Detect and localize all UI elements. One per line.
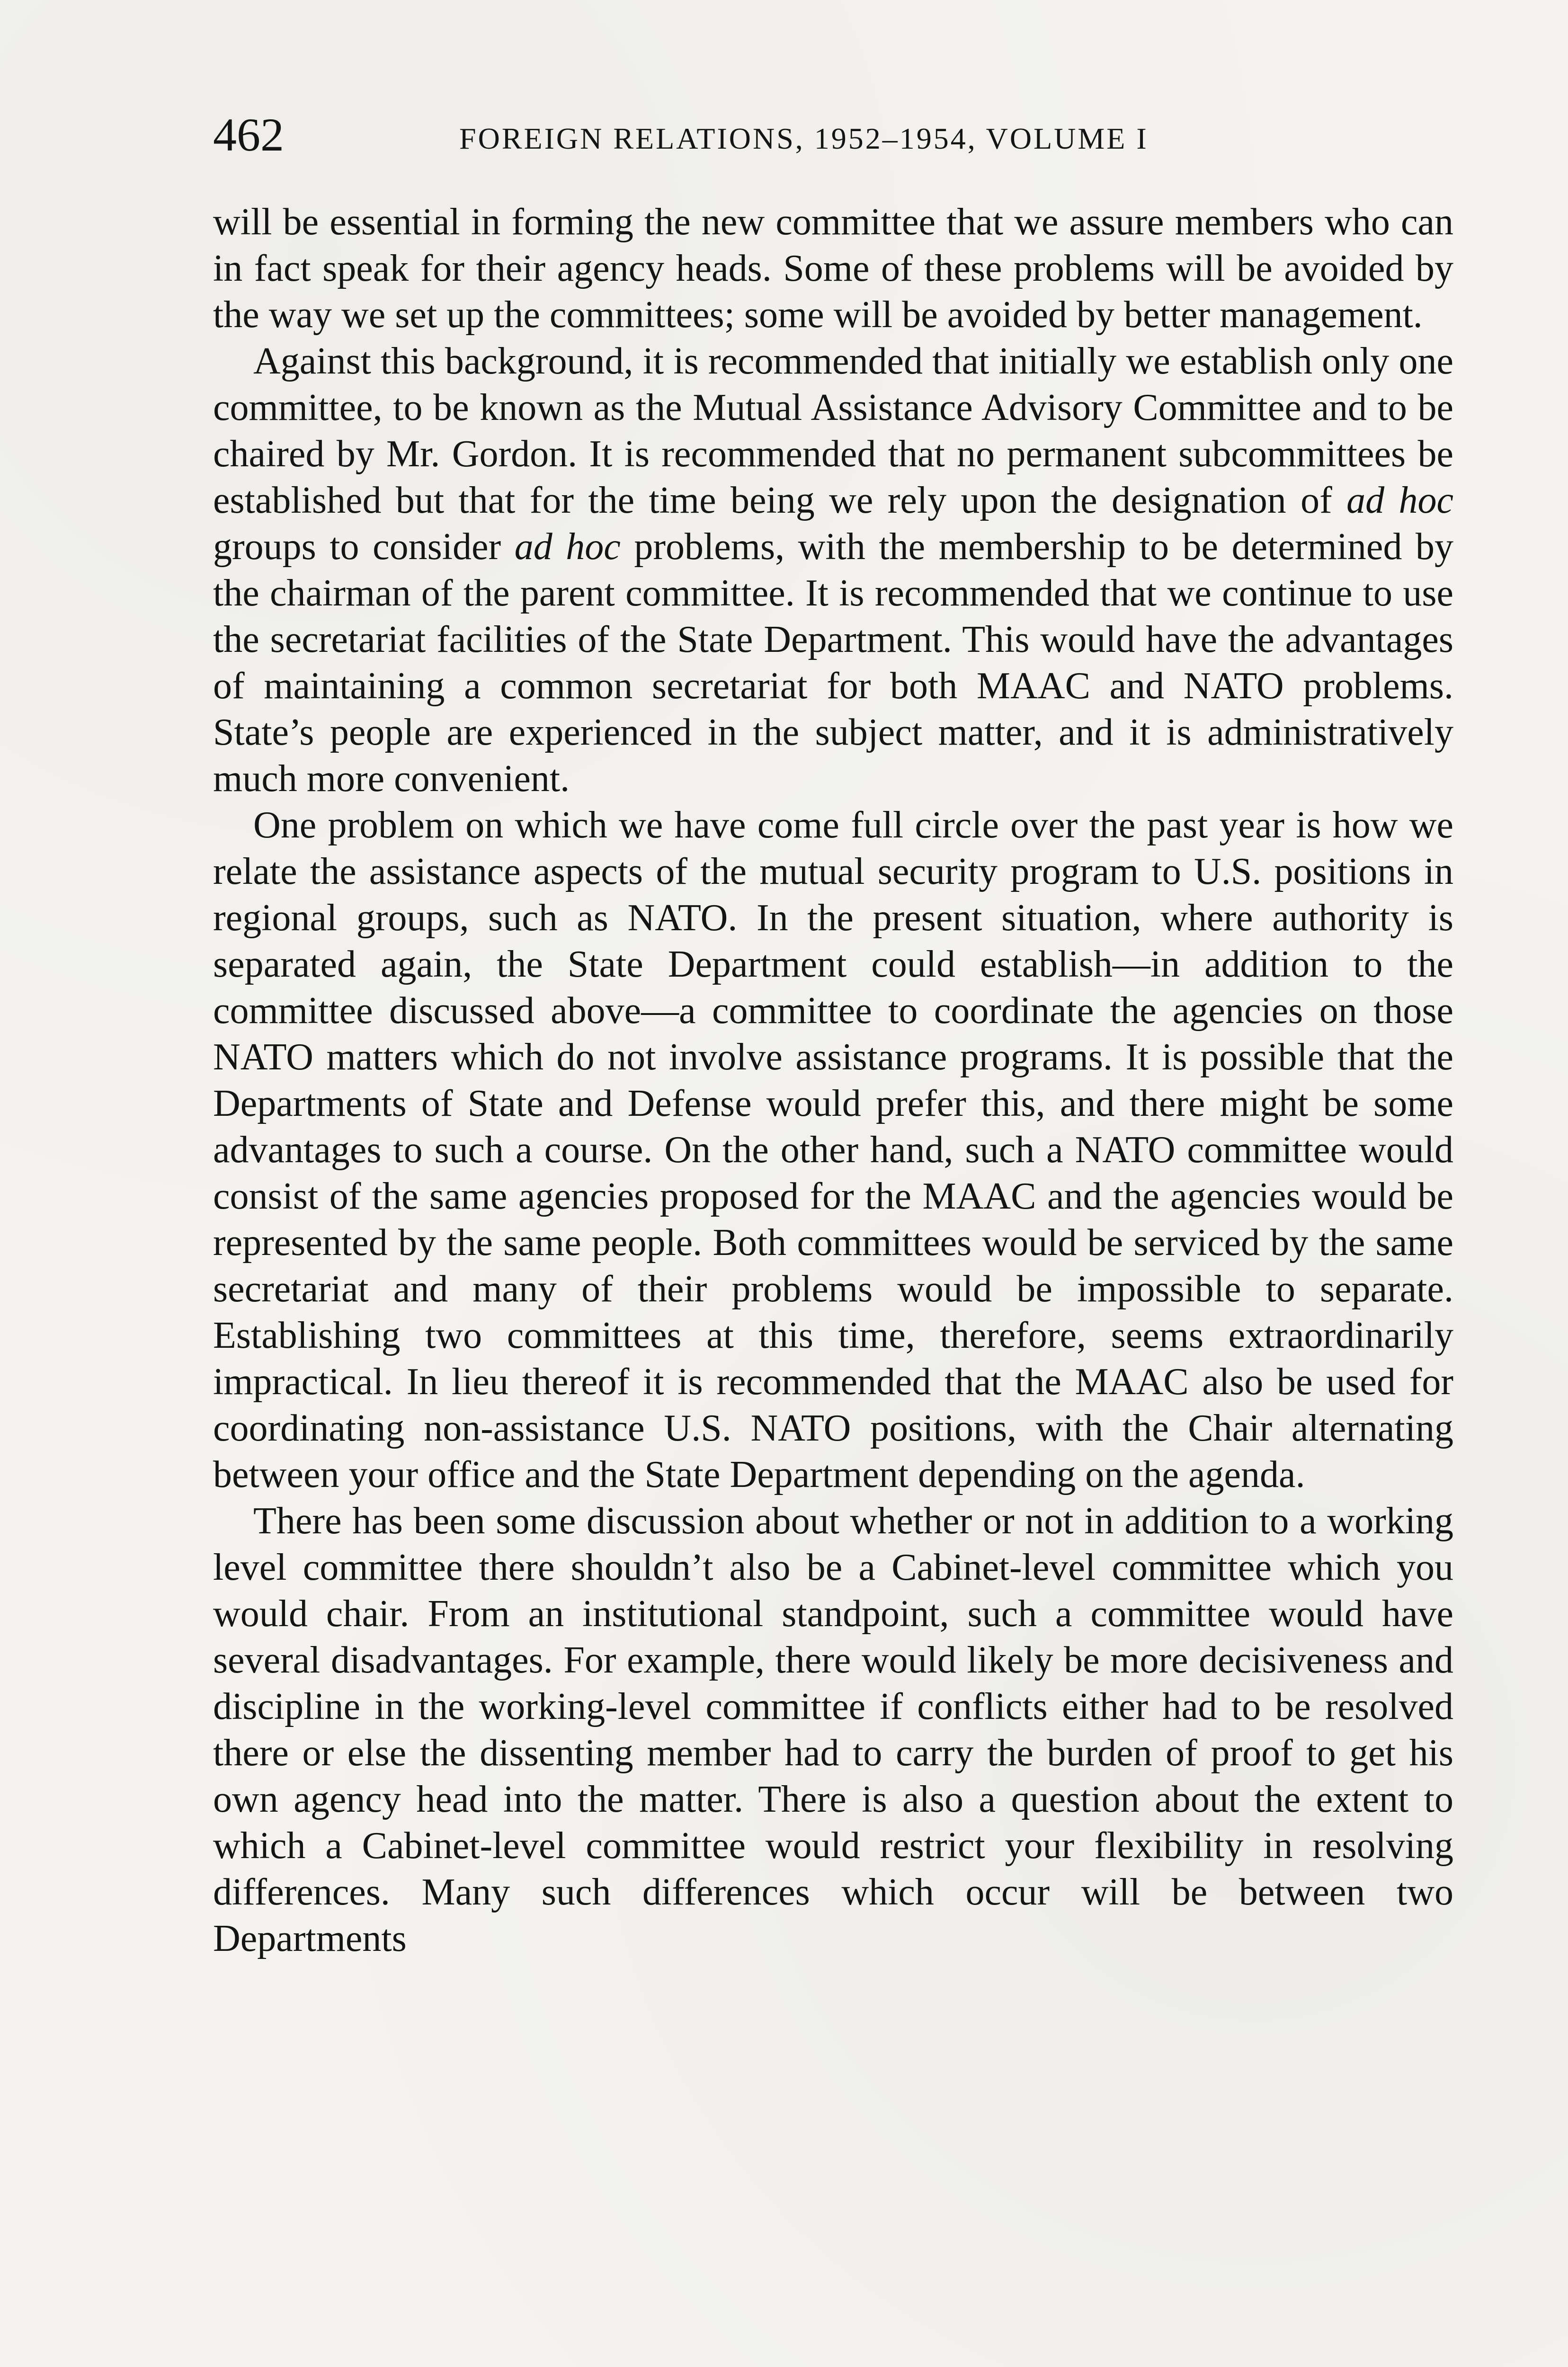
paragraph-3-text: One problem on which we have come full circle over the past year is how we relate the assistance aspects of the mutual security program to U.S. positions in regional groups, such as NATO. In the present situation, where authority is separated again, the State Department could establish—in addition to the committee discussed above—a committee to coordinate the agencies on those NATO matters which do not involve assistance programs. It is possible that the Departments of State and Defense would prefer this, and there might be some advantages to such a course. On the other hand, such a NATO committee would consist of the same agencies proposed for the MAAC and the agencies would be represented by the same people. Both committees would be serviced by the same secretariat and many of their problems would be impossible to separate. Establishing two committees at this time, therefore, seems extraordinarily impractical. In lieu thereof it is recommended that the MAAC also be used for coordinating non-assistance U.S. NATO positions, with the Chair alternating between your office and the State Department depending on the agenda. bbox=[213, 804, 1453, 1495]
paragraph-1-text: will be essential in forming the new committee that we assure members who can in fact speak for their agency heads. Some of these problems will be avoided by the way we set up the committees; some will be avoided by better management. bbox=[213, 201, 1453, 336]
paragraph-4-text: There has been some discussion about whether or not in addition to a working level committee there shouldn’t also be a Cabinet-level committee which you would chair. From an institutional standpoint, such a committee would have several disadvantages. For example, there would likely be more decisiveness and discipline in the working-level committee if conflicts either had to be resolved there or else the dissenting member had to carry the burden of proof to get his own agency head into the matter. There is also a question about the extent to which a Cabinet-level committee would restrict your flexibility in resolving differences. Many such differences which occur will be between two Departments bbox=[213, 1500, 1453, 1959]
page-number: 462 bbox=[213, 108, 284, 161]
running-head bbox=[208, 102, 1468, 168]
paragraph-1 bbox=[213, 199, 1453, 338]
paragraph-3 bbox=[213, 802, 1453, 1498]
paragraph-2-text-c: problems, with the membership to be determined by the chairman of the parent committee. It is recommended that we continue to use the secretariat facilities of the State Department. This would have the advantages of maintaining a common secretariat for both MAAC and NATO problems. State’s people are experienced in the subject matter, and it is administratively much more convenient. bbox=[213, 526, 1454, 800]
paragraph-2-text-a: Against this background, it is recommended that initially we establish only one committee, to be known as the Mutual Assistance Advisory Committee and to be chaired by Mr. Gordon. It is recommended that no permanent subcommittees be established but that for the time being we rely upon the designation of bbox=[213, 340, 1453, 521]
paragraph-2 bbox=[213, 338, 1453, 802]
book-title: FOREIGN RELATIONS, 1952–1954, VOLUME I bbox=[459, 122, 1149, 155]
paragraph-4 bbox=[213, 1498, 1453, 1962]
body-text bbox=[213, 199, 1453, 1962]
italic-term: ad hoc bbox=[1346, 480, 1453, 521]
italic-term: ad hoc bbox=[514, 526, 621, 568]
paragraph-2-text-b: groups to consider bbox=[213, 526, 515, 568]
